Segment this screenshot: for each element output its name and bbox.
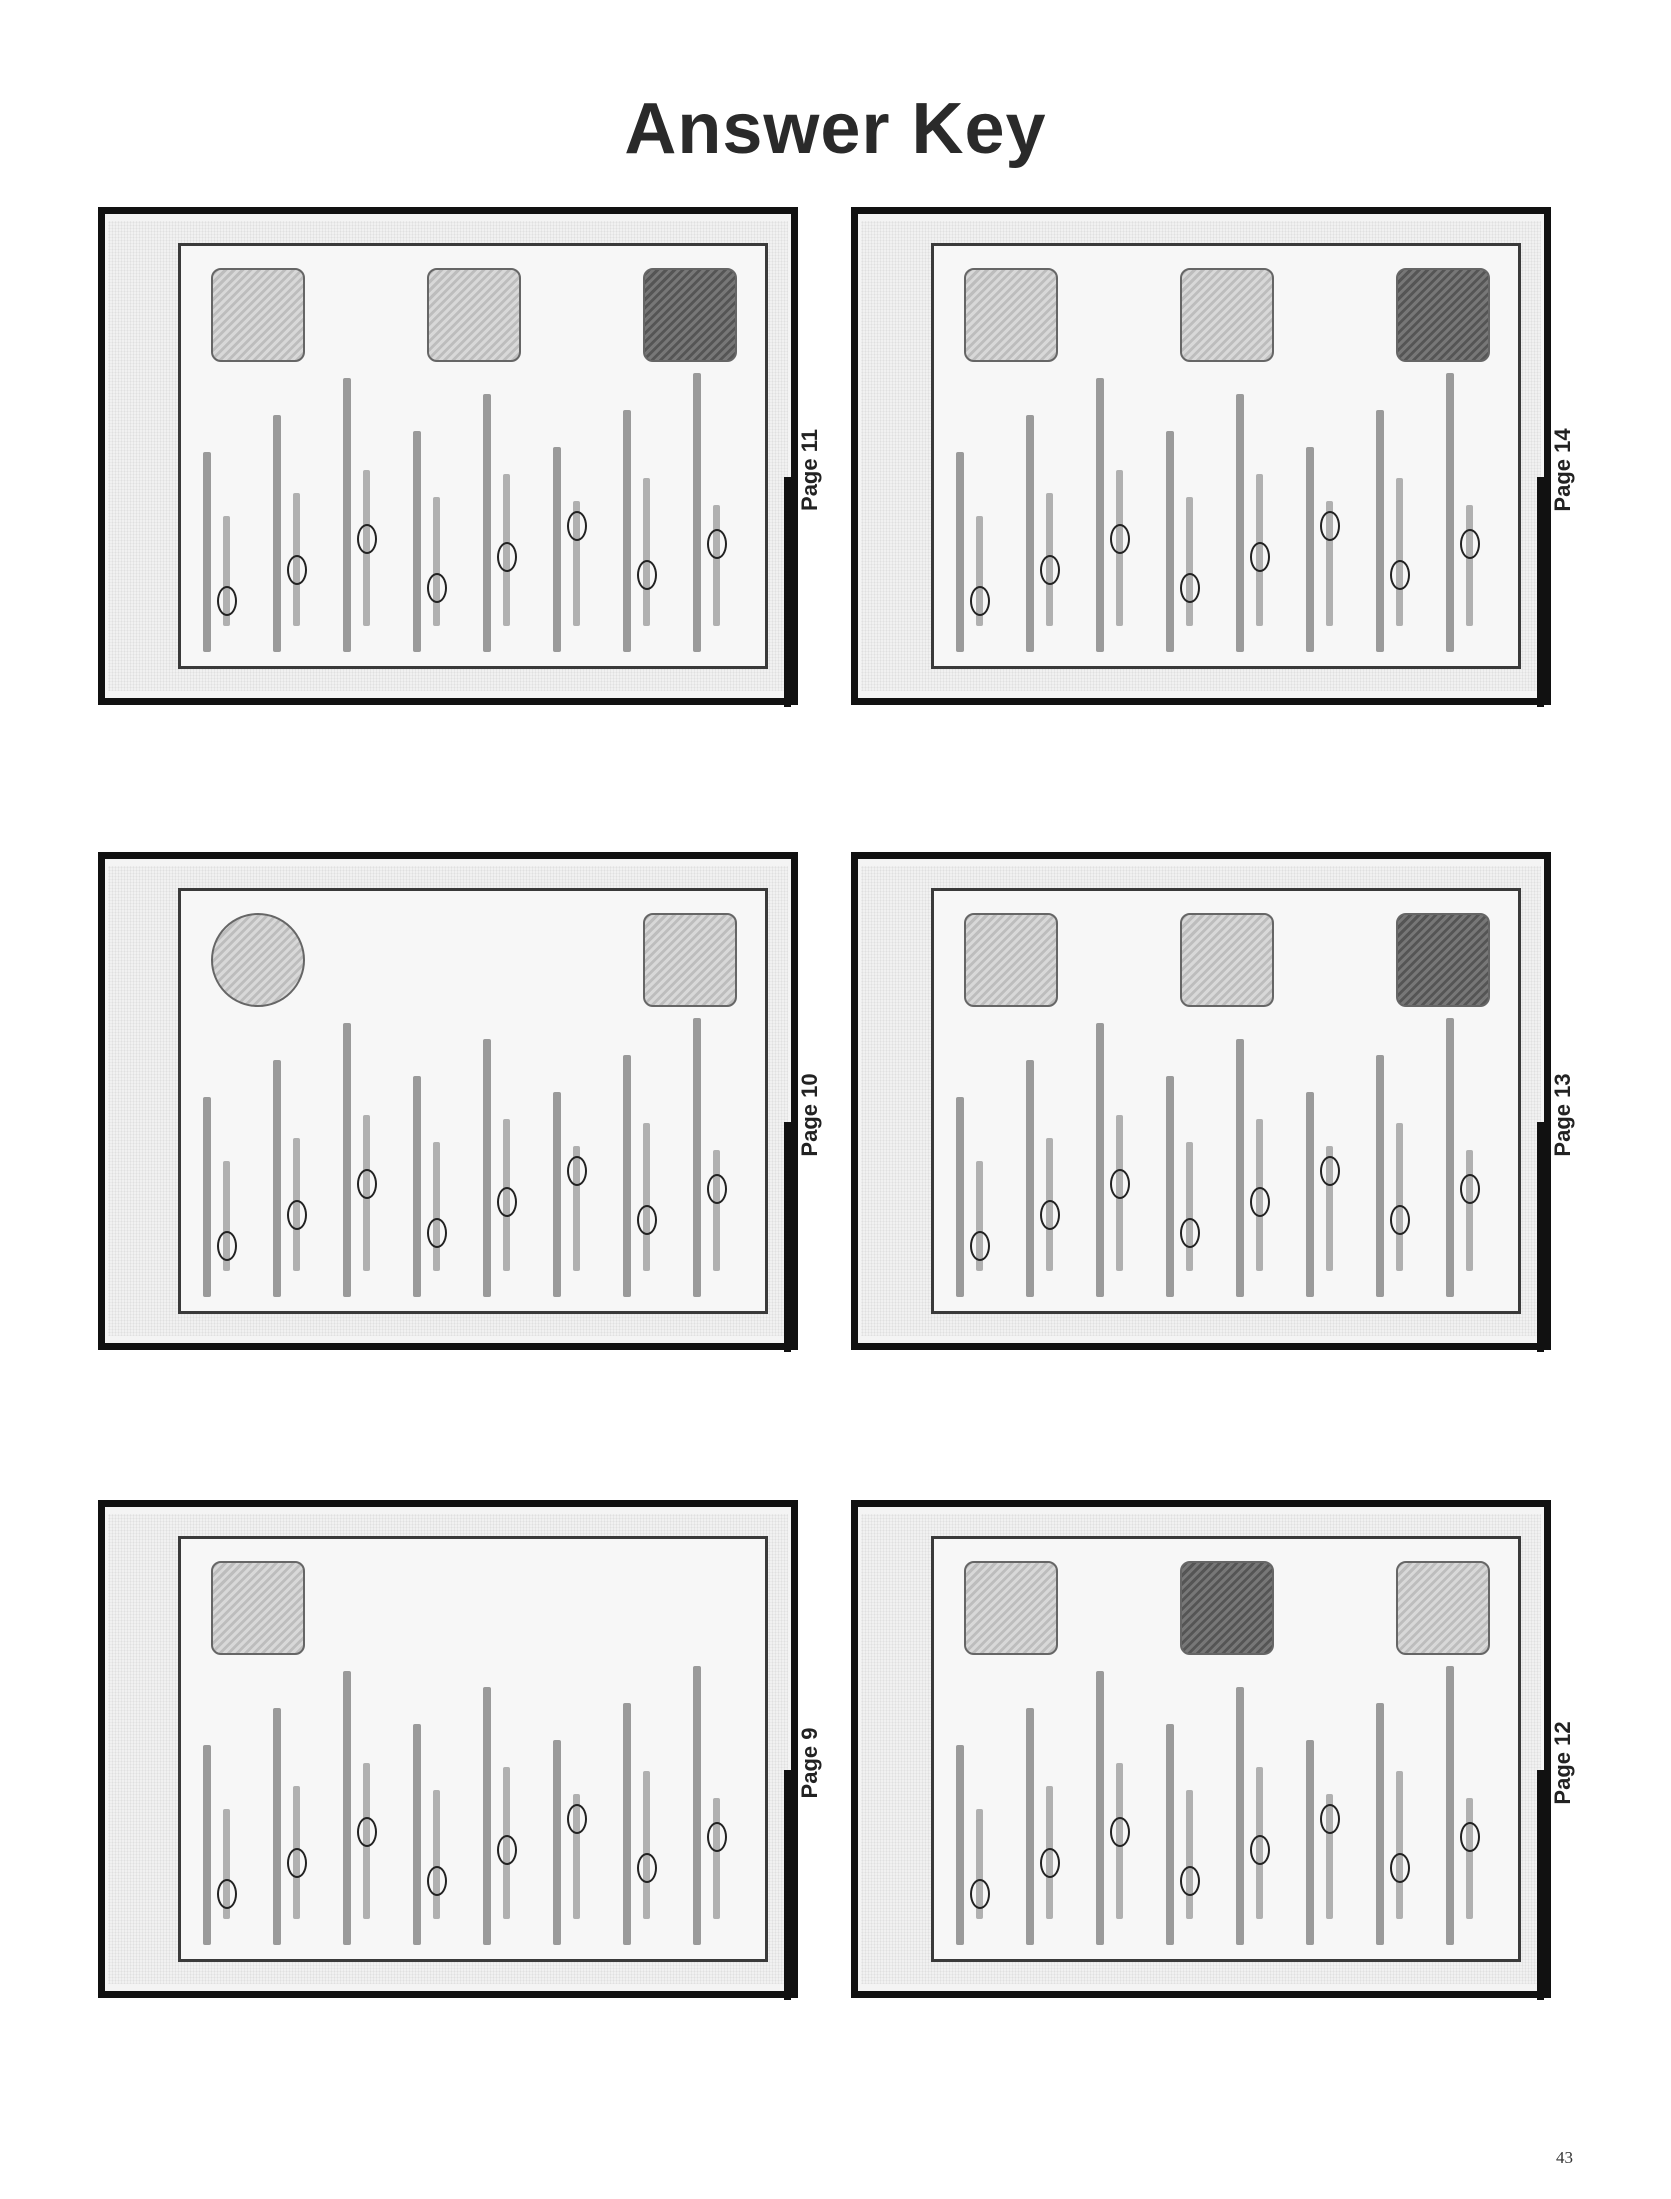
answer-circle [1320,1804,1340,1834]
worksheet-frame [931,888,1521,1314]
answer-line [1396,1123,1403,1271]
question-line [203,1745,211,1945]
answer-circle [1180,573,1200,603]
answer-circle [1110,1817,1130,1847]
page-label: Page 9 [797,1727,822,1799]
answer-circle [357,524,377,554]
worksheet-frame [178,243,768,669]
answer-line [713,1150,720,1271]
question-line [343,1023,351,1297]
binding-tab [1537,1122,1544,1352]
illustration-image [211,913,305,1007]
answer-circle [427,1866,447,1896]
answer-line [713,505,720,626]
binding-tab [784,477,791,707]
answer-circle [1460,1174,1480,1204]
answer-circle [1250,542,1270,572]
question-line [1446,373,1454,652]
question-line [1026,1060,1034,1297]
question-line [413,1724,421,1945]
answer-circle [1040,1848,1060,1878]
answer-circle [1320,1156,1340,1186]
question-line [1096,1023,1104,1297]
page-label: Page 10 [797,1073,822,1157]
question-line [483,394,491,652]
question-line [273,1060,281,1297]
question-line [623,410,631,652]
illustration-image [1396,268,1490,362]
question-line [1166,1076,1174,1297]
binding-tab [784,1122,791,1352]
answer-circle [1460,529,1480,559]
answer-line [1466,505,1473,626]
question-line [956,1745,964,1945]
page-label: Page 14 [1550,428,1575,512]
answer-line [643,1771,650,1919]
question-line [1306,1092,1314,1297]
illustration-image [1180,268,1274,362]
answer-circle [567,1156,587,1186]
worksheet-image [108,866,788,1336]
answer-line [433,1142,440,1271]
answer-circle [567,511,587,541]
answer-circle [357,1169,377,1199]
answer-line [1466,1798,1473,1919]
worksheet-frame [178,888,768,1314]
answer-circle [707,1174,727,1204]
answer-circle [567,1804,587,1834]
answer-circle [287,1200,307,1230]
answer-line [713,1798,720,1919]
answer-line [433,1790,440,1919]
answer-circle [287,1848,307,1878]
illustration-image [211,1561,305,1655]
answer-line [643,1123,650,1271]
answer-circle [970,586,990,616]
question-line [273,415,281,652]
question-line [553,1740,561,1945]
answer-circle [1390,560,1410,590]
worksheet-thumbnail-p10 [98,852,798,1350]
question-line [623,1055,631,1297]
question-line [693,1666,701,1945]
question-line [1446,1018,1454,1297]
question-line [273,1708,281,1945]
worksheet-image [861,866,1541,1336]
question-line [1166,1724,1174,1945]
answer-circle [217,1231,237,1261]
answer-circle [637,560,657,590]
question-line [343,1671,351,1945]
answer-line [1186,1142,1193,1271]
question-line [1096,378,1104,652]
question-line [1376,1055,1384,1297]
question-line [1306,1740,1314,1945]
question-line [1376,1703,1384,1945]
page-title: Answer Key [624,89,1047,169]
worksheet-image [108,1514,788,1984]
question-line [483,1687,491,1945]
illustration-image [643,268,737,362]
worksheet-image [108,221,788,691]
answer-circle [497,542,517,572]
answer-line [1466,1150,1473,1271]
question-line [693,1018,701,1297]
answer-circle [970,1231,990,1261]
question-line [1236,1039,1244,1297]
question-line [203,452,211,652]
answer-line [1186,497,1193,626]
question-line [956,1097,964,1297]
question-line [1166,431,1174,652]
illustration-image [211,268,305,362]
illustration-image [1396,913,1490,1007]
answer-circle [1040,555,1060,585]
answer-circle [1390,1853,1410,1883]
worksheet-frame [931,1536,1521,1962]
question-line [343,378,351,652]
answer-line [1396,478,1403,626]
answer-circle [1180,1218,1200,1248]
answer-circle [1180,1866,1200,1896]
answer-circle [1390,1205,1410,1235]
answer-circle [1040,1200,1060,1230]
page-label: Page 13 [1550,1073,1575,1157]
question-line [553,1092,561,1297]
answer-circle [707,1822,727,1852]
illustration-image [964,1561,1058,1655]
worksheet-frame [931,243,1521,669]
illustration-image [643,913,737,1007]
answer-circle [287,555,307,585]
worksheet-frame [178,1536,768,1962]
binding-tab [1537,477,1544,707]
answer-circle [1460,1822,1480,1852]
question-line [203,1097,211,1297]
question-line [553,447,561,652]
worksheet-image [861,221,1541,691]
answer-circle [707,529,727,559]
question-line [693,373,701,652]
answer-circle [427,573,447,603]
illustration-image [964,268,1058,362]
answer-circle [970,1879,990,1909]
question-line [1376,410,1384,652]
question-line [1096,1671,1104,1945]
worksheet-thumbnail-p14 [851,207,1551,705]
illustration-image [964,913,1058,1007]
answer-circle [497,1187,517,1217]
question-line [1236,394,1244,652]
question-line [1236,1687,1244,1945]
answer-circle [1110,1169,1130,1199]
page-label: Page 12 [1550,1721,1575,1805]
answer-circle [1320,511,1340,541]
page-number: 43 [1556,2148,1573,2167]
answer-line [1186,1790,1193,1919]
question-line [623,1703,631,1945]
question-line [413,431,421,652]
binding-tab [784,1770,791,2000]
binding-tab [1537,1770,1544,2000]
question-line [413,1076,421,1297]
worksheet-image [861,1514,1541,1984]
answer-circle [357,1817,377,1847]
question-line [1446,1666,1454,1945]
question-line [1026,1708,1034,1945]
answer-circle [1110,524,1130,554]
question-line [483,1039,491,1297]
illustration-image [1180,1561,1274,1655]
worksheet-thumbnail-p9 [98,1500,798,1998]
answer-line [643,478,650,626]
answer-circle [497,1835,517,1865]
answer-line [433,497,440,626]
worksheet-thumbnail-p11 [98,207,798,705]
answer-circle [637,1853,657,1883]
illustration-image [427,268,521,362]
answer-circle [1250,1187,1270,1217]
answer-circle [217,586,237,616]
illustration-image [1180,913,1274,1007]
answer-circle [427,1218,447,1248]
illustration-image [1396,1561,1490,1655]
answer-circle [217,1879,237,1909]
answer-line [1396,1771,1403,1919]
worksheet-thumbnail-p13 [851,852,1551,1350]
question-line [956,452,964,652]
question-line [1306,447,1314,652]
worksheet-thumbnail-p12 [851,1500,1551,1998]
question-line [1026,415,1034,652]
page-label: Page 11 [797,429,822,511]
answer-circle [637,1205,657,1235]
answer-circle [1250,1835,1270,1865]
